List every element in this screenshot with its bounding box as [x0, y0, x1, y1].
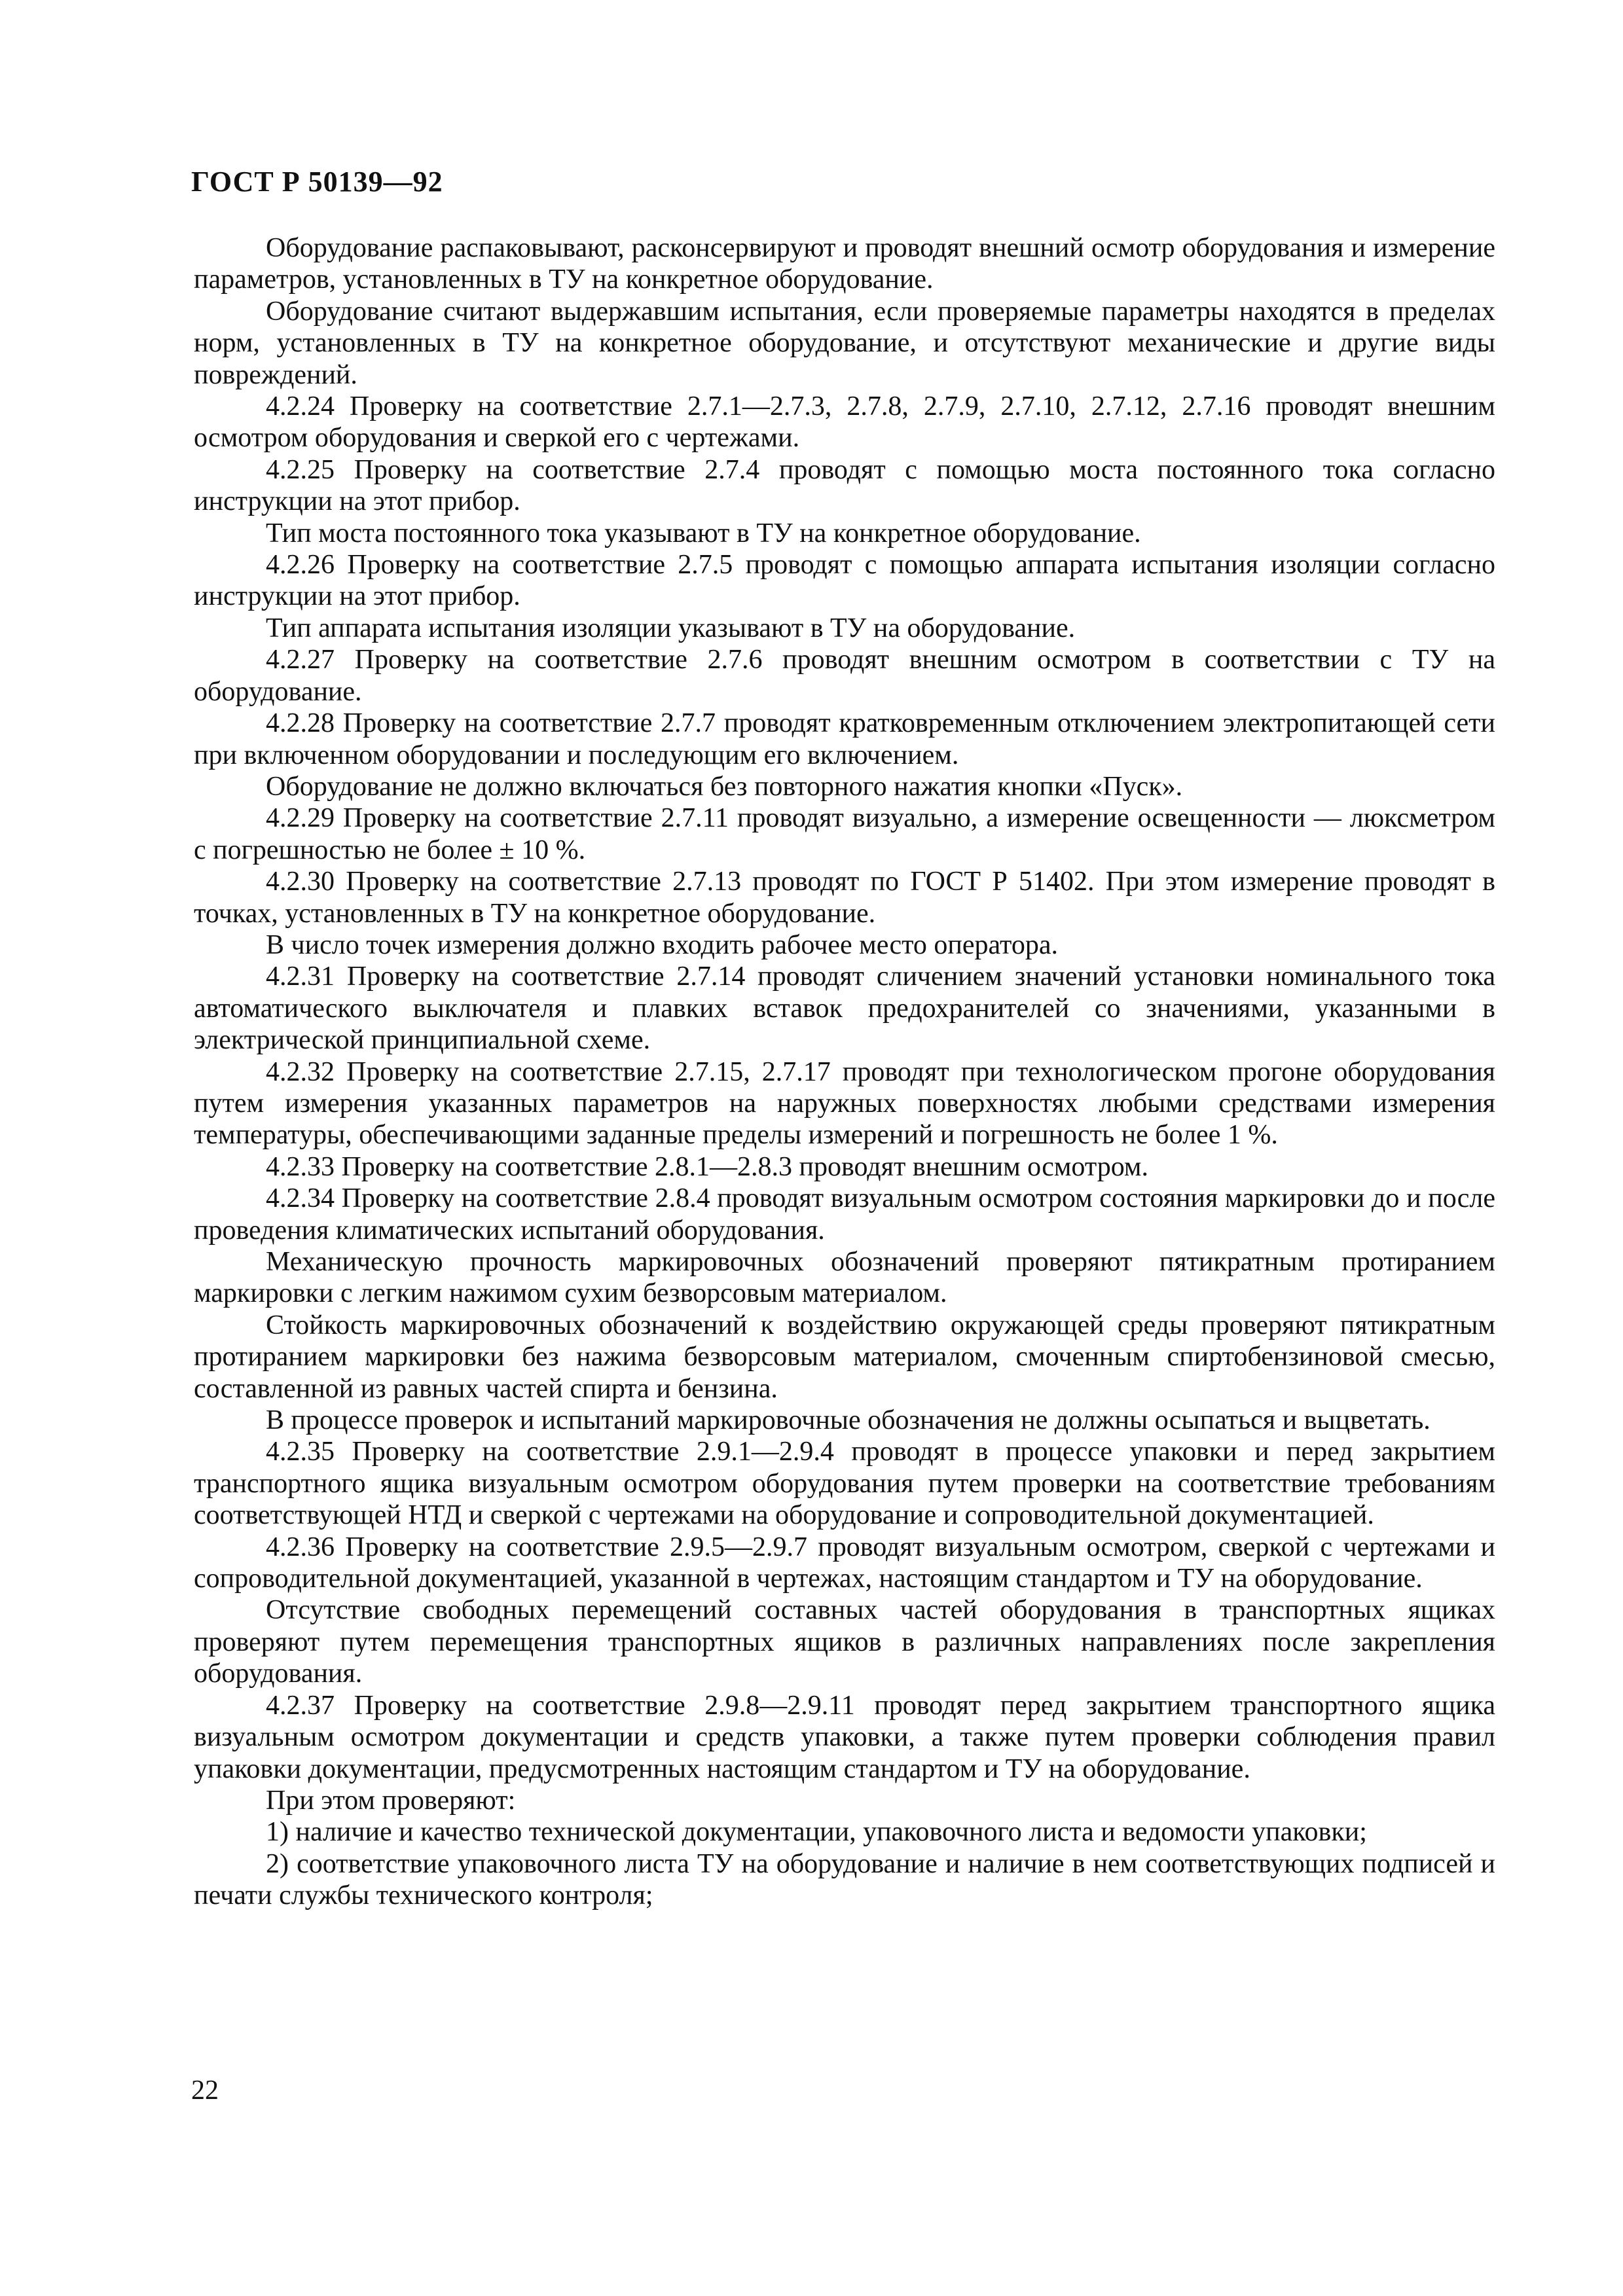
paragraph: 4.2.24 Проверку на соответствие 2.7.1—2.7.3, 2.7.8, 2.7.9, 2.7.10, 2.7.12, 2.7.16 проводят внешним осмотром оборудования и сверкой его с чертежами. — [194, 391, 1495, 454]
paragraph: Оборудование считают выдержавшим испытания, если проверяемые параметры находятся в пределах норм, установленных в ТУ на конкретное оборудование, и отсутствуют механические и другие виды повреждений. — [194, 296, 1495, 390]
paragraph: 4.2.33 Проверку на соответствие 2.8.1—2.8.3 проводят внешним осмотром. — [266, 1151, 1148, 1182]
paragraph: 4.2.37 Проверку на соответствие 2.9.8—2.9.11 проводят перед закрытием транспортного ящика визуальным осмотром документации и средств упаковки, а также путем проверки соблюдения правил упаковки документации, предусмотренных настоящим стандартом и ТУ на оборудование. — [194, 1690, 1495, 1784]
paragraph: 4.2.29 Проверку на соответствие 2.7.11 проводят визуально, а измерение освещенности — люксметром с погрешностью не более ± 10 %. — [194, 803, 1495, 865]
paragraph: В число точек измерения должно входить рабочее место оператора. — [266, 929, 1059, 960]
paragraph: Отсутствие свободных перемещений составных частей оборудования в транспортных ящиках проверяют путем перемещения транспортных ящиков в различных направлениях после закрепления оборудования. — [194, 1595, 1495, 1689]
paragraph: 4.2.30 Проверку на соответствие 2.7.13 проводят по ГОСТ Р 51402. При этом измерение проводят в точках, установленных в ТУ на конкретное оборудование. — [194, 867, 1495, 929]
paragraph: При этом проверяют: — [266, 1785, 516, 1816]
paragraph: 4.2.35 Проверку на соответствие 2.9.1—2.9.4 проводят в процессе упаковки и перед закрытием транспортного ящика визуальным осмотром оборудования путем проверки на соответствие требованиям соответствующей НТД и сверкой с чертежами на оборудование и сопроводительной документацией. — [194, 1437, 1495, 1531]
paragraph: 4.2.26 Проверку на соответствие 2.7.5 проводят с помощью аппарата испытания изоляции согласно инструкции на этот прибор. — [194, 550, 1495, 612]
paragraph: 4.2.31 Проверку на соответствие 2.7.14 проводят сличением значений установки номинального тока автоматического выключателя и плавких вставок предохранителей со значениями, указанными в электрической принципиальной схеме. — [194, 961, 1495, 1056]
paragraph: Стойкость маркировочных обозначений к воздействию окружающей среды проверяют пятикратным протиранием маркировки без нажима безворсовым материалом, смоченным спиртобензиновой смесью, составленной из равных частей спирта и бензина. — [194, 1310, 1495, 1404]
paragraph: В процессе проверок и испытаний маркировочные обозначения не должны осыпаться и выцветать. — [266, 1405, 1431, 1436]
document-header: ГОСТ Р 50139—92 — [191, 166, 443, 198]
paragraph: Тип моста постоянного тока указывают в ТУ на конкретное оборудование. — [266, 518, 1141, 548]
document-body — [194, 232, 1495, 1912]
paragraph: 4.2.27 Проверку на соответствие 2.7.6 проводят внешним осмотром в соответствии с ТУ на оборудование. — [194, 645, 1495, 707]
paragraph: 4.2.34 Проверку на соответствие 2.8.4 проводят визуальным осмотром состояния маркировки до и после проведения климатических испытаний оборудования. — [194, 1183, 1495, 1246]
paragraph: Оборудование не должно включаться без повторного нажатия кнопки «Пуск». — [266, 771, 1183, 802]
paragraph: 4.2.36 Проверку на соответствие 2.9.5—2.9.7 проводят визуальным осмотром, сверкой с чертежами и сопроводительной документацией, указанной в чертежах, настоящим стандартом и ТУ на оборудование. — [194, 1532, 1495, 1594]
paragraph: 4.2.32 Проверку на соответствие 2.7.15, 2.7.17 проводят при технологическом прогоне оборудования путем измерения указанных параметров на наружных поверхностях любыми средствами измерения температуры, обеспечивающими заданные пределы измерений и погрешность не более 1 %. — [194, 1056, 1495, 1151]
paragraph: 4.2.28 Проверку на соответствие 2.7.7 проводят кратковременным отключением электропитающей сети при включенном оборудовании и последующим его включением. — [194, 708, 1495, 770]
page-number: 22 — [191, 2075, 219, 2106]
paragraph: Механическую прочность маркировочных обозначений проверяют пятикратным протиранием маркировки с легким нажимом сухим безворсовым материалом. — [194, 1247, 1495, 1309]
paragraph: 1) наличие и качество технической документации, упаковочного листа и ведомости упаковки; — [266, 1817, 1367, 1848]
paragraph: Оборудование распаковывают, расконсервируют и проводят внешний осмотр оборудования и измерение параметров, установленных в ТУ на конкретное оборудование. — [194, 233, 1495, 295]
paragraph: Тип аппарата испытания изоляции указывают в ТУ на оборудование. — [266, 613, 1076, 643]
paragraph: 2) соответствие упаковочного листа ТУ на оборудование и наличие в нем соответствующих подписей и печати службы технического контроля; — [194, 1848, 1495, 1911]
paragraph: 4.2.25 Проверку на соответствие 2.7.4 проводят с помощью моста постоянного тока согласно инструкции на этот прибор. — [194, 454, 1495, 517]
